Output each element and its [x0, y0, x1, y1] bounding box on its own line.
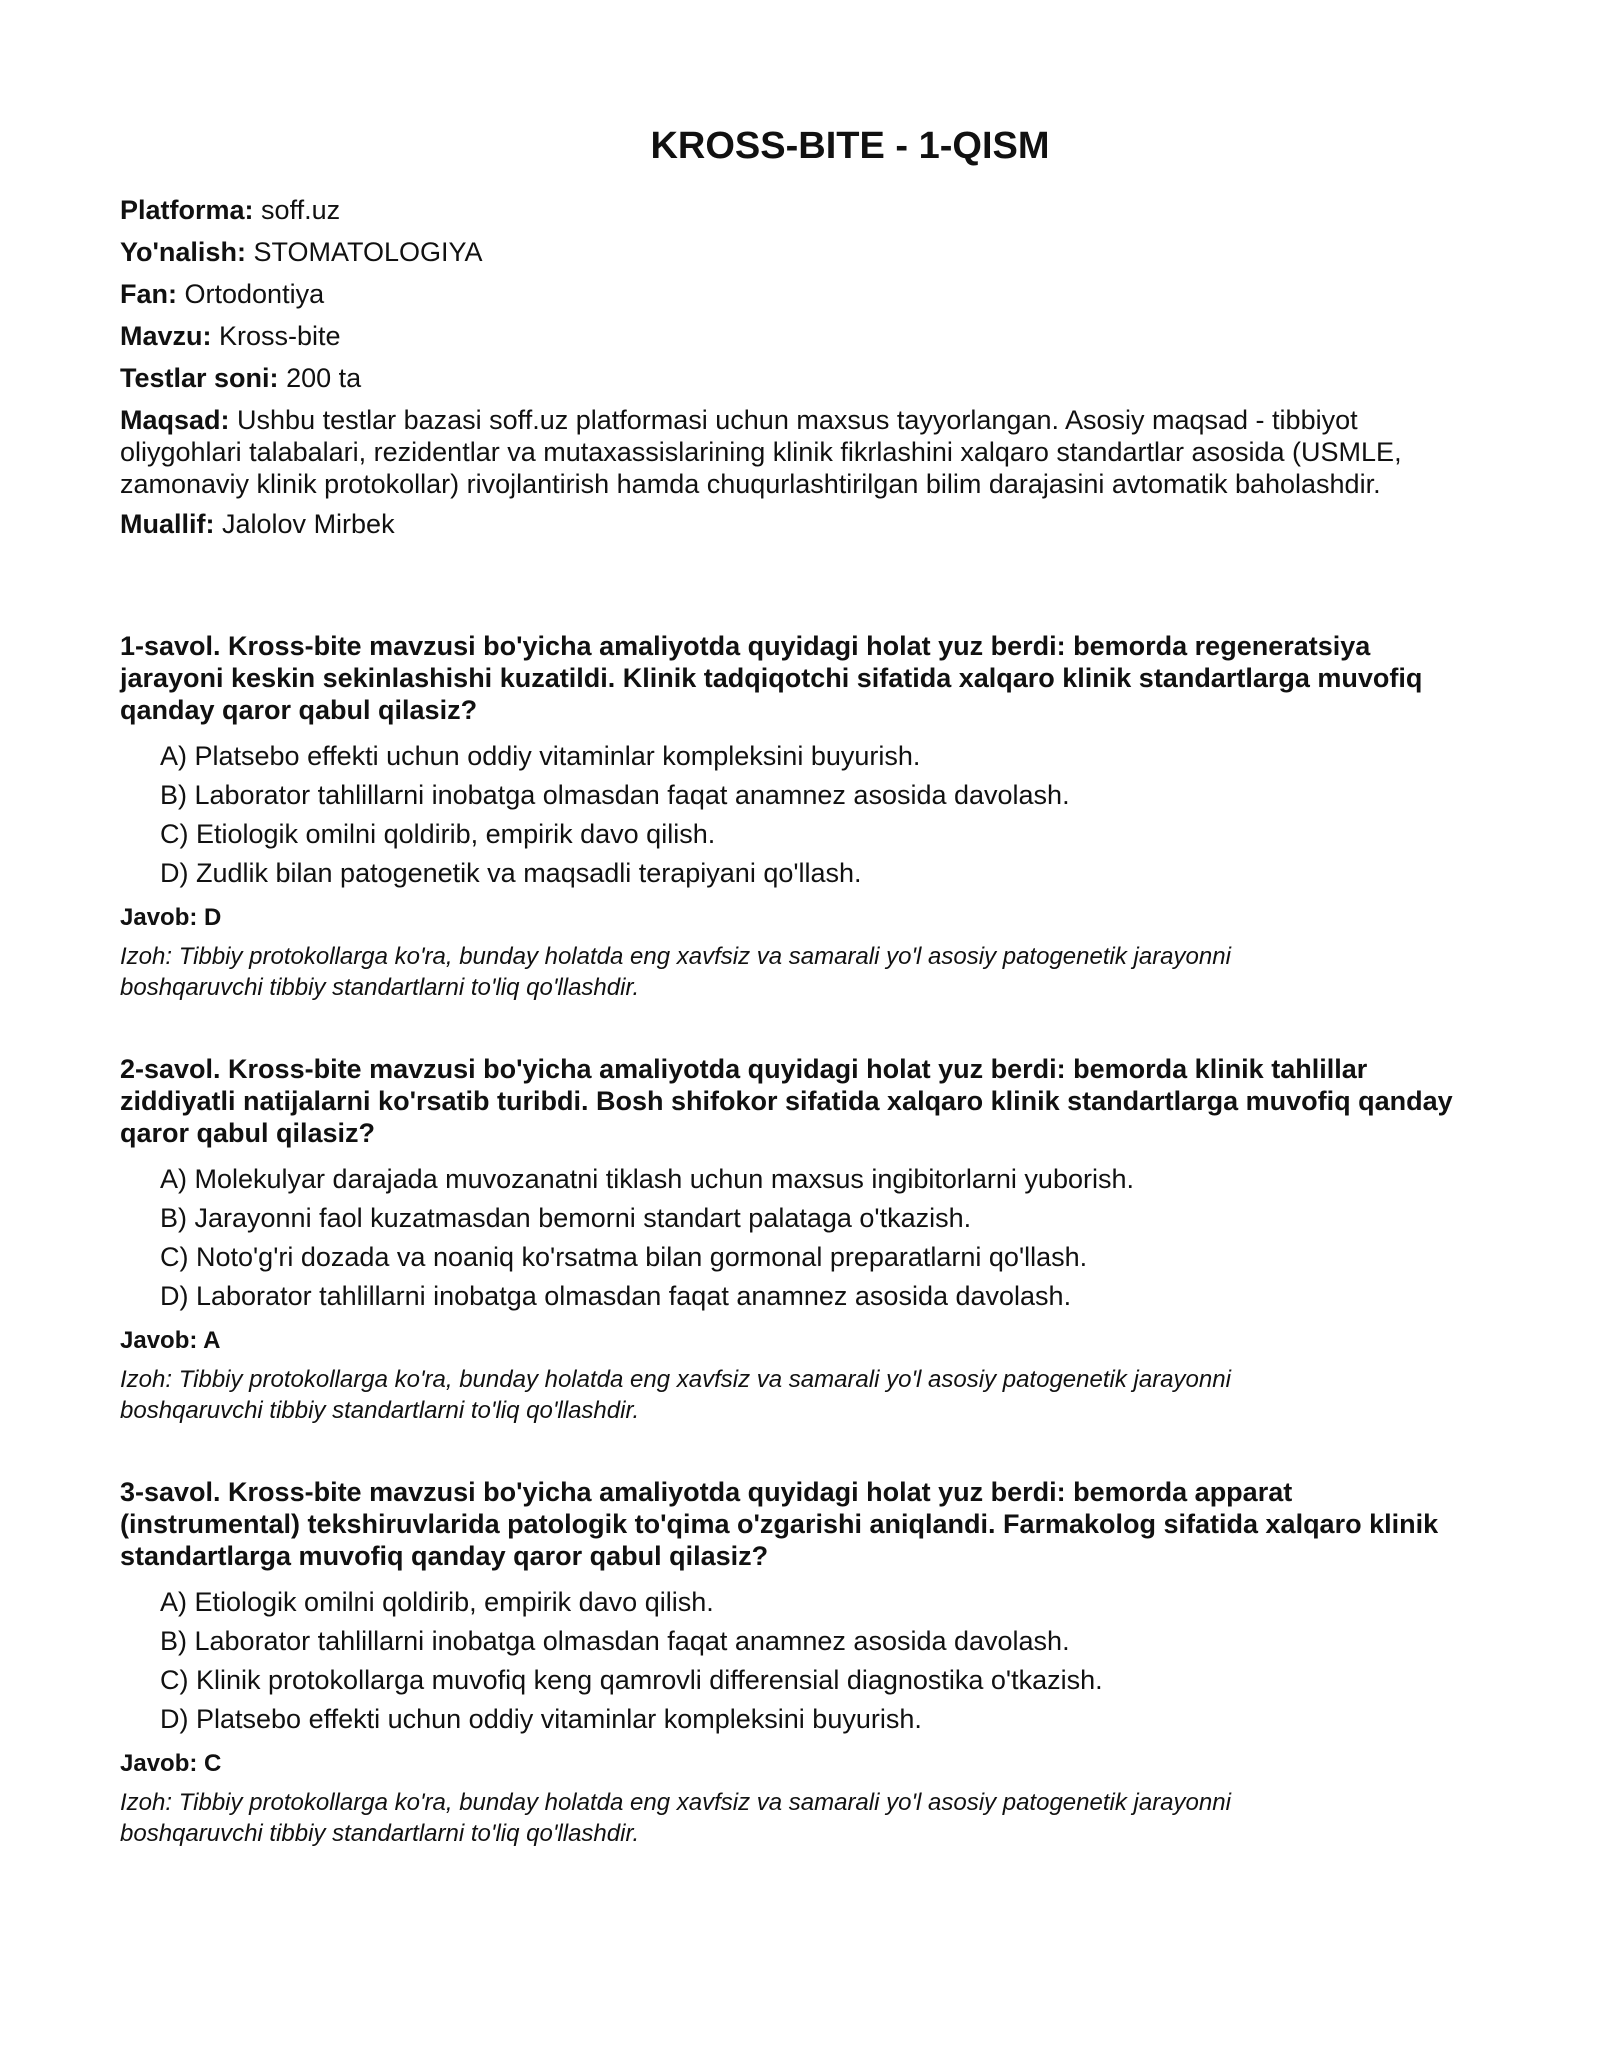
- questions-list: [120, 630, 1470, 1849]
- answer-options: [120, 740, 1470, 889]
- meta-direction: [120, 236, 1470, 268]
- answer-explanation: Izoh: Tibbiy protokollarga ko'ra, bunday holatda eng xavfsiz va samarali yo'l asosiy patogenetik jarayonni boshqaruvchi tibbiy standartlarni to'liq qo'llashdir.: [120, 1366, 1231, 1424]
- meta-goal-value: Ushbu testlar bazasi soff.uz platformasi uchun maxsus tayyorlangan. Asosiy maqsad - tibbiyot oliygohlari talabalari, rezidentlar va mutaxassislarining klinik fikrlashini xalqaro standartlar asosida (USMLE, zamonaviy klinik protokollar) rivojlantirish hamda chuqurlashtirilgan bilim darajasini avtomatik baholashdir.: [120, 405, 1402, 499]
- meta-test-count-value: 200 ta: [286, 363, 362, 393]
- question-2: [120, 1053, 1470, 1426]
- answer-options: [120, 1163, 1470, 1312]
- meta-goal: [120, 404, 1470, 500]
- option-a: A) Platsebo effekti uchun oddiy vitaminlar kompleksini buyurish.: [160, 741, 921, 771]
- meta-test-count-label: Testlar soni:: [120, 363, 279, 393]
- correct-answer: Javob: A: [120, 1327, 221, 1354]
- meta-topic: [120, 320, 1470, 352]
- question-text: 2-savol. Kross-bite mavzusi bo'yicha amaliyotda quyidagi holat yuz berdi: bemorda klinik tahlillar ziddiyatli natijalarni ko'rsatib turibdi. Bosh shifokor sifatida xalqaro klinik standartlarga muvofiq qanday qaror qabul qilasiz?: [120, 1054, 1453, 1148]
- option-a: A) Molekulyar darajada muvozanatni tiklash uchun maxsus ingibitorlarni yuborish.: [160, 1164, 1134, 1194]
- meta-platform-label: Platforma:: [120, 195, 254, 225]
- option-c: C) Noto'g'ri dozada va noaniq ko'rsatma bilan gormonal preparatlarni qo'llash.: [160, 1242, 1088, 1272]
- meta-test-count: [120, 362, 1470, 394]
- meta-author-label: Muallif:: [120, 509, 215, 539]
- meta-topic-value: Kross-bite: [219, 321, 341, 351]
- option-c: C) Klinik protokollarga muvofiq keng qamrovli differensial diagnostika o'tkazish.: [160, 1665, 1103, 1695]
- meta-author-value: Jalolov Mirbek: [222, 509, 395, 539]
- correct-answer: Javob: C: [120, 1750, 222, 1777]
- meta-goal-label: Maqsad:: [120, 405, 230, 435]
- meta-direction-value: STOMATOLOGIYA: [253, 237, 483, 267]
- option-b: B) Jarayonni faol kuzatmasdan bemorni standart palataga o'tkazish.: [160, 1203, 972, 1233]
- meta-author: [120, 508, 1470, 540]
- answer-options: [120, 1586, 1470, 1735]
- question-3: [120, 1476, 1470, 1849]
- page-title: KROSS-BITE - 1-QISM: [650, 125, 1050, 167]
- meta-platform-value: soff.uz: [261, 195, 341, 225]
- option-d: D) Laborator tahlillarni inobatga olmasdan faqat anamnez asosida davolash.: [160, 1281, 1072, 1311]
- option-b: B) Laborator tahlillarni inobatga olmasdan faqat anamnez asosida davolash.: [160, 1626, 1070, 1656]
- meta-topic-label: Mavzu:: [120, 321, 212, 351]
- option-d: D) Platsebo effekti uchun oddiy vitaminlar kompleksini buyurish.: [160, 1704, 922, 1734]
- correct-answer: Javob: D: [120, 904, 222, 931]
- meta-direction-label: Yo'nalish:: [120, 237, 246, 267]
- meta-subject: [120, 278, 1470, 310]
- question-text: 1-savol. Kross-bite mavzusi bo'yicha amaliyotda quyidagi holat yuz berdi: bemorda regeneratsiya jarayoni keskin sekinlashishi kuzatildi. Klinik tadqiqotchi sifatida xalqaro klinik standartlarga muvofiq qanday qaror qabul qilasiz?: [120, 631, 1423, 725]
- question-1: [120, 630, 1470, 1003]
- option-a: A) Etiologik omilni qoldirib, empirik davo qilish.: [160, 1587, 714, 1617]
- metadata-section: [120, 194, 1470, 540]
- answer-explanation: Izoh: Tibbiy protokollarga ko'ra, bunday holatda eng xavfsiz va samarali yo'l asosiy patogenetik jarayonni boshqaruvchi tibbiy standartlarni to'liq qo'llashdir.: [120, 943, 1231, 1001]
- answer-explanation: Izoh: Tibbiy protokollarga ko'ra, bunday holatda eng xavfsiz va samarali yo'l asosiy patogenetik jarayonni boshqaruvchi tibbiy standartlarni to'liq qo'llashdir.: [120, 1789, 1231, 1847]
- meta-platform: [120, 194, 1470, 226]
- meta-subject-label: Fan:: [120, 279, 177, 309]
- meta-subject-value: Ortodontiya: [184, 279, 325, 309]
- question-text: 3-savol. Kross-bite mavzusi bo'yicha amaliyotda quyidagi holat yuz berdi: bemorda apparat (instrumental) tekshiruvlarida patologik to'qima o'zgarishi aniqlandi. Farmakolog sifatida xalqaro klinik standartlarga muvofiq qanday qaror qabul qilasiz?: [120, 1477, 1439, 1571]
- option-d: D) Zudlik bilan patogenetik va maqsadli terapiyani qo'llash.: [160, 858, 862, 888]
- option-c: C) Etiologik omilni qoldirib, empirik davo qilish.: [160, 819, 716, 849]
- option-b: B) Laborator tahlillarni inobatga olmasdan faqat anamnez asosida davolash.: [160, 780, 1070, 810]
- document-page: [120, 0, 1470, 1899]
